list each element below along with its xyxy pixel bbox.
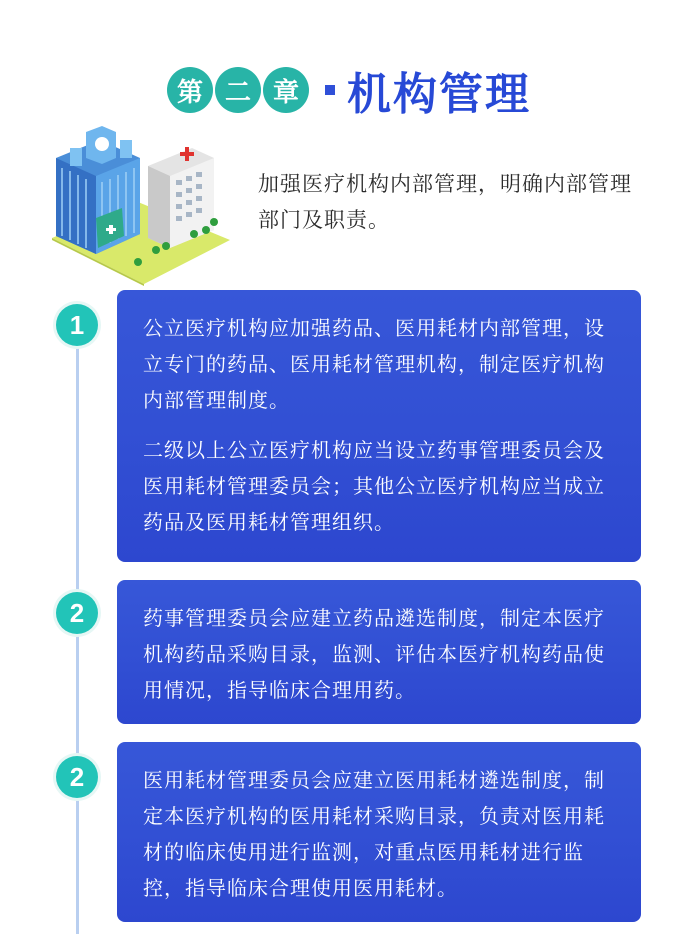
chapter-char-3: 章	[263, 67, 309, 113]
section-paragraph: 药事管理委员会应建立药品遴选制度，制定本医疗机构药品采购目录，监测、评估本医疗机构药品使用情况，指导临床合理用药。	[143, 606, 605, 702]
chapter-char-2: 二	[215, 67, 261, 113]
section-card	[117, 290, 641, 562]
section-card	[117, 580, 641, 724]
section-paragraph: 二级以上公立医疗机构应当设立药事管理委员会及医用耗材管理委员会；其他公立医疗机构应当成立药品及医用耗材管理组织。	[143, 438, 605, 534]
step-number-badge: 2	[56, 756, 98, 798]
step-number-badge: 1	[56, 304, 98, 346]
intro-text: 加强医疗机构内部管理，明确内部管理部门及职责。	[258, 172, 632, 232]
hospital-building-illustration	[46, 118, 232, 286]
section-paragraph: 医用耗材管理委员会应建立医用耗材遴选制度，制定本医疗机构的医用耗材采购目录，负责对医用耗材的临床使用进行监测，对重点医用耗材进行监控，指导临床合理使用医用耗材。	[143, 768, 605, 900]
section-card	[117, 742, 641, 922]
timeline-line	[76, 336, 79, 934]
separator-dot	[325, 85, 335, 95]
chapter-title: 机构管理	[347, 69, 531, 120]
chapter-header	[0, 58, 698, 122]
step-number-badge: 2	[56, 592, 98, 634]
section-paragraph: 公立医疗机构应加强药品、医用耗材内部管理，设立专门的药品、医用耗材管理机构，制定医疗机构内部管理制度。	[143, 316, 605, 412]
chapter-char-1: 第	[167, 67, 213, 113]
